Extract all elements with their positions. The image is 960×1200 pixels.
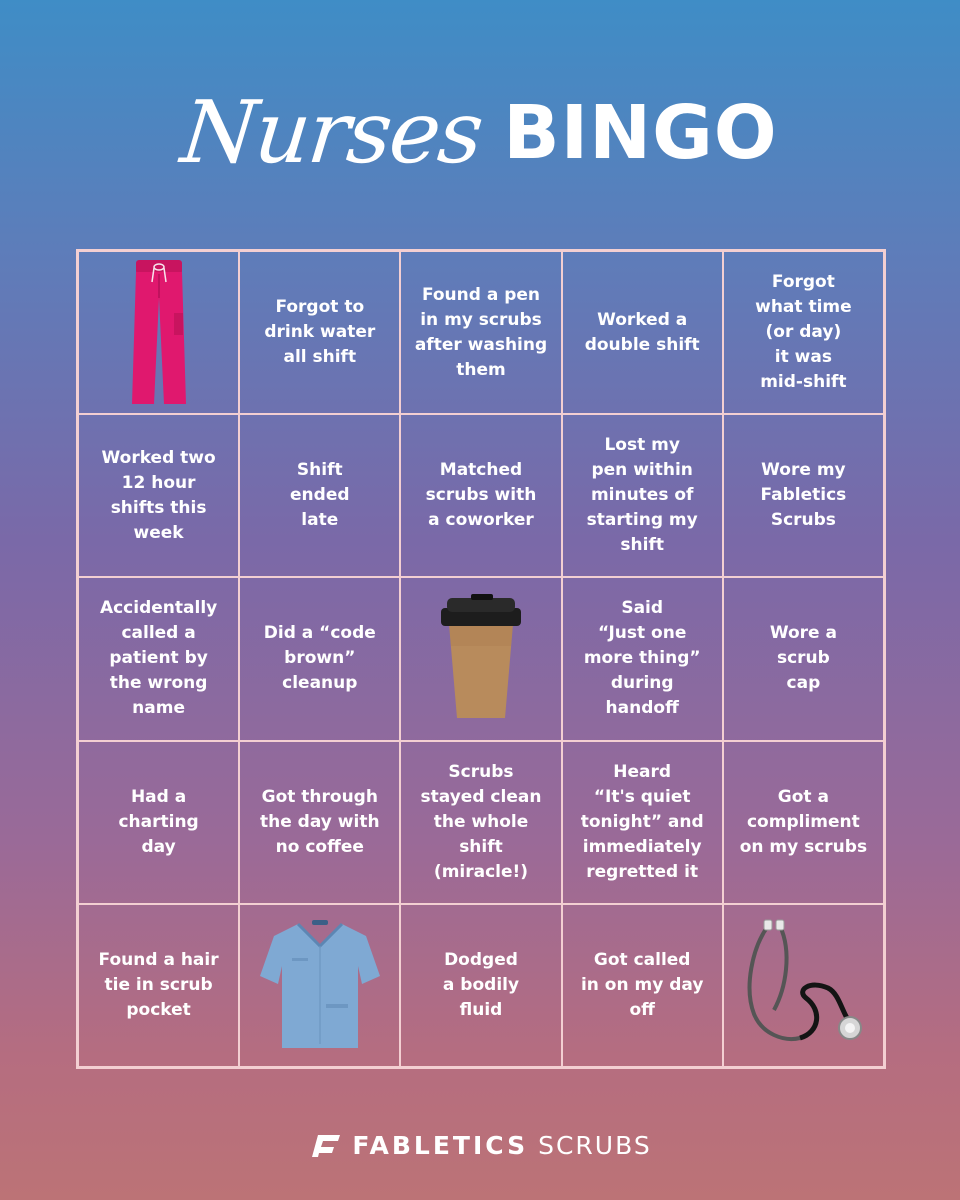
cell-label: Got a compliment on my scrubs	[739, 786, 868, 857]
bingo-cell-7	[239, 414, 400, 577]
cell-label: Worked two 12 hour shifts this week	[101, 447, 216, 543]
cell-label: Dodged a bodily fluid	[442, 949, 520, 1020]
bingo-cell-25	[723, 904, 884, 1067]
page-title	[0, 78, 960, 188]
bingo-cell-23	[400, 904, 561, 1067]
bingo-cell-3	[400, 251, 561, 414]
cell-label: Wore a scrub cap	[769, 623, 837, 694]
bingo-cell-20	[723, 741, 884, 904]
cell-label: Worked a double shift	[584, 309, 700, 355]
bingo-cell-6	[78, 414, 239, 577]
bingo-cell-1	[78, 251, 239, 414]
coffee-cup-icon	[431, 594, 531, 724]
brand-name: FABLETICS	[352, 1130, 529, 1160]
cell-label: Got called in on my day off	[580, 949, 704, 1020]
bingo-grid	[76, 249, 886, 1069]
brand-sub: SCRUBS	[538, 1130, 652, 1160]
bingo-cell-13	[400, 577, 561, 740]
footer-brand	[0, 1120, 960, 1170]
bingo-cell-24	[562, 904, 723, 1067]
bingo-cell-9	[562, 414, 723, 577]
fabletics-logo-icon	[308, 1131, 342, 1159]
bingo-cell-22	[239, 904, 400, 1067]
cell-label: Forgot what time (or day) it was mid-shift	[755, 272, 852, 393]
cell-label: Accidentally called a patient by the wrong name	[99, 598, 218, 719]
bingo-cell-19	[562, 741, 723, 904]
title-bold: BINGO	[503, 90, 778, 176]
cell-label: Shift ended late	[290, 460, 350, 531]
cell-label: Matched scrubs with a coworker	[425, 460, 537, 531]
bingo-cell-21	[78, 904, 239, 1067]
cell-label: Heard “It's quiet tonight” and immediately regretted it	[580, 761, 704, 882]
title-script: Nurses	[177, 83, 487, 183]
cell-label: Wore my Fabletics Scrubs	[760, 460, 847, 531]
bingo-cell-5	[723, 251, 884, 414]
bingo-cell-15	[723, 577, 884, 740]
cell-label: Said “Just one more thing” during handoff	[583, 598, 701, 719]
bingo-cell-14	[562, 577, 723, 740]
stethoscope-icon	[740, 918, 866, 1052]
cell-label: Lost my pen within minutes of starting my shift	[586, 435, 698, 556]
scrub-top-icon	[258, 918, 382, 1052]
cell-label: Found a pen in my scrubs after washing them	[414, 284, 548, 380]
bingo-cell-2	[239, 251, 400, 414]
bingo-cell-16	[78, 741, 239, 904]
bingo-cell-11	[78, 577, 239, 740]
bingo-cell-12	[239, 577, 400, 740]
bingo-cell-8	[400, 414, 561, 577]
cell-label: Forgot to drink water all shift	[264, 297, 376, 368]
scrub-pants-icon	[124, 258, 194, 408]
cell-label: Got through the day with no coffee	[260, 786, 380, 857]
cell-label: Did a “code brown” cleanup	[263, 623, 376, 694]
bingo-cell-10	[723, 414, 884, 577]
bingo-cell-18	[400, 741, 561, 904]
cell-label: Had a charting day	[118, 786, 199, 857]
bingo-cell-4	[562, 251, 723, 414]
cell-label: Found a hair tie in scrub pocket	[98, 949, 219, 1020]
bingo-cell-17	[239, 741, 400, 904]
cell-label: Scrubs stayed clean the whole shift (miracle!)	[420, 761, 542, 882]
